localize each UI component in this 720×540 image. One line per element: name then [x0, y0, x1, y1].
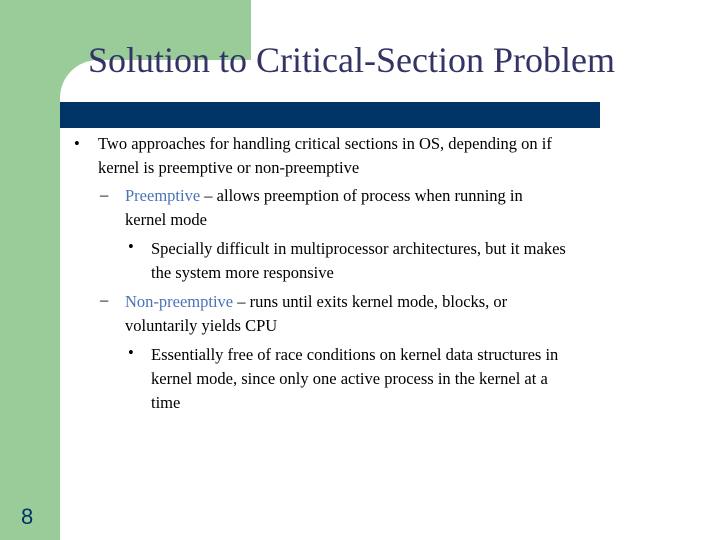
nonpreemptive-detail-line1: Essentially free of race conditions on kernel data structures in [151, 345, 559, 364]
preemptive-detail-line2: the system more responsive [151, 263, 334, 282]
nonpreemptive-line2: voluntarily yields CPU [125, 316, 278, 335]
preemptive-desc: – allows preemption of process when running in [200, 186, 523, 205]
sub-bullet-marker: • [128, 343, 134, 362]
page-number: 8 [21, 504, 34, 529]
nonpreemptive-desc: – runs until exits kernel mode, blocks, or [233, 292, 508, 311]
slide-title: Solution to Critical-Section Problem [88, 40, 615, 80]
nonpreemptive-detail-line3: time [151, 393, 181, 412]
bullet1-line1: Two approaches for handling critical sections in OS, depending on if [98, 134, 552, 153]
nonpreemptive-term: Non-preemptive [125, 292, 234, 311]
bullet1-line2: kernel is preemptive or non-preemptive [98, 158, 360, 177]
preemptive-term: Preemptive [125, 186, 201, 205]
preemptive-detail-line1: Specially difficult in multiprocessor architectures, but it makes [151, 239, 566, 258]
dash-marker: – [100, 185, 109, 204]
preemptive-line2: kernel mode [125, 210, 208, 229]
dash-marker: – [100, 290, 109, 309]
sub-bullet-marker: • [128, 237, 134, 256]
nonpreemptive-line1 [125, 292, 507, 312]
preemptive-line1 [125, 186, 523, 206]
bullet-marker: • [74, 134, 80, 153]
title-underline-bar [60, 102, 600, 128]
nonpreemptive-detail-line2: kernel mode, since only one active process in the kernel at a [151, 369, 548, 388]
